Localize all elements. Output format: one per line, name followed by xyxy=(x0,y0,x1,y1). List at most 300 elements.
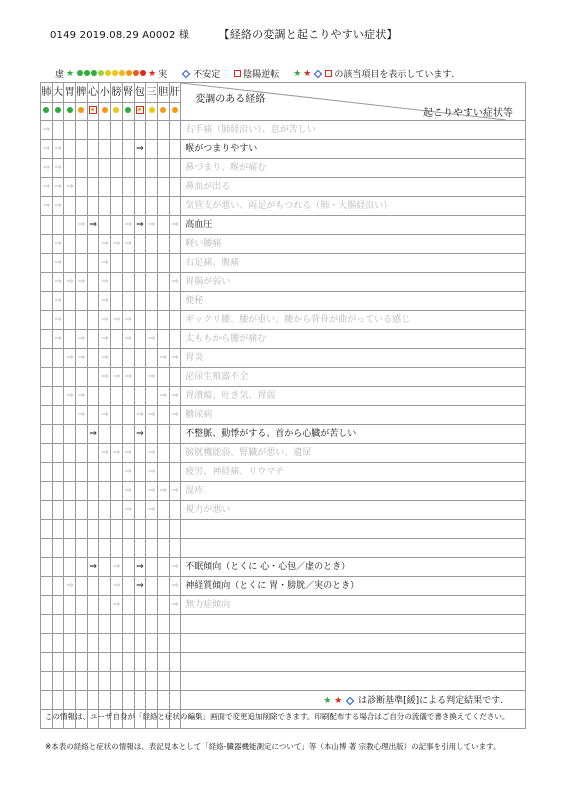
meridian-arrow-cell xyxy=(111,140,123,159)
arrow-icon: ⇒ xyxy=(42,181,51,192)
meridian-arrow-cell xyxy=(122,349,134,368)
meridian-arrow-cell xyxy=(76,330,88,349)
green-star-icon: ★ xyxy=(323,696,332,706)
meridian-arrow-cell xyxy=(64,178,76,197)
meridian-arrow-cell xyxy=(87,634,99,653)
arrow-icon: ⇒ xyxy=(65,276,74,287)
meridian-mark-cell xyxy=(146,103,158,121)
meridian-arrow-cell xyxy=(76,501,88,520)
meridian-arrow-cell xyxy=(87,254,99,273)
meridian-arrow-cell xyxy=(76,463,88,482)
meridian-label: 胃 xyxy=(64,83,76,103)
meridian-arrow-cell xyxy=(41,691,53,710)
meridian-arrow-cell xyxy=(111,330,123,349)
arrow-icon: ⇒ xyxy=(101,314,109,325)
meridian-arrow-cell xyxy=(122,672,134,691)
meridian-arrow-cell xyxy=(99,197,111,216)
meridian-arrow-cell xyxy=(146,406,158,425)
meridian-arrow-cell xyxy=(41,444,53,463)
meridian-arrow-cell xyxy=(157,653,169,672)
meridian-arrow-cell xyxy=(111,178,123,197)
arrow-icon: ⇒ xyxy=(159,390,167,401)
meridian-arrow-cell xyxy=(76,121,88,140)
meridian-arrow-cell xyxy=(111,121,123,140)
meridian-arrow-cell xyxy=(41,368,53,387)
meridian-arrow-cell xyxy=(52,178,64,197)
symptom-row xyxy=(41,653,526,672)
meridian-arrow-cell xyxy=(76,311,88,330)
meridian-arrow-cell xyxy=(169,273,181,292)
level-dot-icon xyxy=(172,107,178,113)
meridian-arrow-cell xyxy=(76,349,88,368)
meridian-arrow-cell xyxy=(169,368,181,387)
meridian-arrow-cell xyxy=(111,273,123,292)
meridian-arrow-cell xyxy=(157,634,169,653)
symptom-row xyxy=(41,672,526,691)
arrow-icon: ⇒ xyxy=(77,276,86,287)
meridian-arrow-cell xyxy=(146,216,158,235)
red-star-icon: ★ xyxy=(148,68,157,79)
meridian-arrow-cell xyxy=(87,539,99,558)
meridian-arrow-cell xyxy=(122,425,134,444)
symptom-text: 不眠傾向（とくに 心・心包／虚のとき） xyxy=(181,558,526,577)
meridian-arrow-cell xyxy=(169,330,181,349)
footer-criteria-text: は診断基準[緩]による判定結果です. xyxy=(358,696,503,706)
meridian-arrow-cell xyxy=(64,539,76,558)
meridian-arrow-cell xyxy=(134,349,146,368)
meridian-arrow-cell xyxy=(52,501,64,520)
arrow-icon: ⇒ xyxy=(159,485,167,496)
meridian-arrow-cell xyxy=(76,558,88,577)
meridian-arrow-cell xyxy=(169,254,181,273)
meridian-arrow-cell xyxy=(64,140,76,159)
meridian-arrow-cell xyxy=(87,121,99,140)
meridian-arrow-cell xyxy=(122,520,134,539)
meridian-arrow-cell xyxy=(169,482,181,501)
meridian-arrow-cell xyxy=(122,615,134,634)
symptom-text: 鼻づまり、喉が痛む xyxy=(181,159,526,178)
meridian-arrow-cell xyxy=(87,596,99,615)
meridian-arrow-cell xyxy=(87,235,99,254)
meridian-arrow-cell xyxy=(64,330,76,349)
symptom-text xyxy=(181,634,526,653)
meridian-arrow-cell xyxy=(157,425,169,444)
meridian-arrow-cell xyxy=(157,577,169,596)
meridian-arrow-cell xyxy=(146,254,158,273)
meridian-arrow-cell xyxy=(99,596,111,615)
meridian-arrow-cell xyxy=(169,406,181,425)
meridian-arrow-cell xyxy=(157,178,169,197)
meridian-arrow-cell xyxy=(99,387,111,406)
meridian-arrow-cell xyxy=(111,539,123,558)
meridian-arrow-cell xyxy=(134,501,146,520)
symptom-text: ギックリ腰、腰が重い、腰から背骨が曲がっている感じ xyxy=(181,311,526,330)
meridian-arrow-cell xyxy=(134,615,146,634)
meridian-arrow-cell xyxy=(52,577,64,596)
arrow-icon: ⇒ xyxy=(89,561,97,572)
level-dot-icon xyxy=(67,107,73,113)
meridian-arrow-cell xyxy=(146,653,158,672)
meridian-arrow-cell xyxy=(111,368,123,387)
meridian-arrow-cell xyxy=(41,349,53,368)
meridian-arrow-cell xyxy=(169,501,181,520)
meridian-arrow-cell xyxy=(169,577,181,596)
meridian-arrow-cell xyxy=(169,615,181,634)
meridian-arrow-cell xyxy=(111,634,123,653)
meridian-arrow-cell xyxy=(99,444,111,463)
meridian-arrow-cell xyxy=(52,634,64,653)
page-title: 【経絡の変調と起こりやすい症状】 xyxy=(218,28,398,41)
arrow-icon: ⇒ xyxy=(171,485,179,496)
arrow-icon: ⇒ xyxy=(54,333,62,344)
meridian-arrow-cell xyxy=(111,653,123,672)
meridian-arrow-cell xyxy=(122,159,134,178)
meridian-arrow-cell xyxy=(99,634,111,653)
arrow-icon: ⇒ xyxy=(101,295,109,306)
meridian-arrow-cell xyxy=(111,691,123,710)
meridian-arrow-cell xyxy=(64,387,76,406)
green-dot-icon xyxy=(77,70,83,76)
meridian-arrow-cell xyxy=(87,615,99,634)
level-dot-icon xyxy=(55,107,61,113)
arrow-icon: ⇒ xyxy=(65,580,74,591)
arrow-icon: ⇒ xyxy=(171,390,179,401)
meridian-arrow-cell xyxy=(169,235,181,254)
meridian-arrow-cell xyxy=(87,653,99,672)
symptom-text: 右足痛、腹痛 xyxy=(181,254,526,273)
meridian-arrow-cell xyxy=(41,216,53,235)
symptom-row xyxy=(41,596,526,615)
meridian-arrow-cell xyxy=(169,387,181,406)
meridian-arrow-cell xyxy=(134,520,146,539)
meridian-arrow-cell xyxy=(76,691,88,710)
meridian-arrow-cell xyxy=(99,349,111,368)
meridian-arrow-cell xyxy=(157,520,169,539)
meridian-arrow-cell xyxy=(146,425,158,444)
arrow-icon: ⇒ xyxy=(112,238,121,249)
meridian-arrow-cell xyxy=(76,482,88,501)
arrow-icon: ⇒ xyxy=(171,561,179,572)
level-dot-icon xyxy=(160,107,166,113)
meridian-arrow-cell xyxy=(52,140,64,159)
arrow-icon: ⇒ xyxy=(136,219,144,230)
meridian-arrow-cell xyxy=(122,292,134,311)
arrow-icon: ⇒ xyxy=(101,352,109,363)
symptom-row xyxy=(41,539,526,558)
symptom-text: 視力が悪い xyxy=(181,501,526,520)
meridian-arrow-cell xyxy=(99,216,111,235)
meridian-arrow-cell xyxy=(52,539,64,558)
meridian-arrow-cell xyxy=(41,501,53,520)
meridian-arrow-cell xyxy=(134,577,146,596)
meridian-arrow-cell xyxy=(41,311,53,330)
symptom-text: 泌尿生殖器不全 xyxy=(181,368,526,387)
symptom-row xyxy=(41,273,526,292)
red-dot-icon xyxy=(140,70,146,76)
meridian-arrow-cell xyxy=(64,577,76,596)
arrow-icon: ⇒ xyxy=(54,238,62,249)
meridian-arrow-cell xyxy=(41,406,53,425)
meridian-arrow-cell xyxy=(41,482,53,501)
meridian-arrow-cell xyxy=(157,140,169,159)
meridian-label: 小 xyxy=(99,83,111,103)
meridian-arrow-cell xyxy=(99,463,111,482)
meridian-arrow-cell xyxy=(157,368,169,387)
symptom-text xyxy=(181,615,526,634)
meridian-arrow-cell xyxy=(52,235,64,254)
meridian-arrow-cell xyxy=(64,615,76,634)
meridian-arrow-cell xyxy=(134,159,146,178)
meridian-arrow-cell xyxy=(111,311,123,330)
meridian-arrow-cell xyxy=(122,273,134,292)
arrow-icon: ⇒ xyxy=(147,466,156,477)
meridian-arrow-cell xyxy=(134,558,146,577)
meridian-mark-cell xyxy=(157,103,169,121)
meridian-arrow-cell xyxy=(87,349,99,368)
meridian-arrow-cell xyxy=(64,292,76,311)
meridian-arrow-cell xyxy=(122,577,134,596)
meridian-arrow-cell xyxy=(157,159,169,178)
level-dot-icon xyxy=(113,107,119,113)
arrow-icon: ⇒ xyxy=(42,143,51,154)
meridian-arrow-cell xyxy=(52,349,64,368)
meridian-arrow-cell xyxy=(99,330,111,349)
level-dot-icon xyxy=(78,107,84,113)
meridian-arrow-cell xyxy=(64,216,76,235)
arrow-icon: ⇒ xyxy=(136,580,144,591)
meridian-arrow-cell xyxy=(99,406,111,425)
arrow-icon: ⇒ xyxy=(54,162,62,173)
meridian-arrow-cell xyxy=(87,406,99,425)
legend-kyo-label: 虚 xyxy=(55,70,65,80)
meridian-label: 肺 xyxy=(41,83,53,103)
reverse-square-icon xyxy=(136,106,144,114)
meridian-arrow-cell xyxy=(122,558,134,577)
arrow-icon: ⇒ xyxy=(124,219,132,230)
meridian-arrow-cell xyxy=(76,254,88,273)
meridian-mark-cell xyxy=(134,103,146,121)
meridian-arrow-cell xyxy=(87,330,99,349)
meridian-label: 胆 xyxy=(157,83,169,103)
meridian-arrow-cell xyxy=(169,292,181,311)
meridian-arrow-cell xyxy=(146,444,158,463)
red-star-icon: ★ xyxy=(303,68,312,79)
meridian-arrow-cell xyxy=(52,197,64,216)
page-header xyxy=(50,26,398,42)
arrow-icon: ⇒ xyxy=(54,181,62,192)
legend-unstable-label: 不安定 xyxy=(193,70,221,80)
red-square-icon xyxy=(234,70,241,77)
meridian-arrow-cell xyxy=(64,235,76,254)
arrow-icon: ⇒ xyxy=(171,276,179,287)
arrow-icon: ⇒ xyxy=(112,371,121,382)
meridian-arrow-cell xyxy=(169,653,181,672)
arrow-icon: ⇒ xyxy=(159,352,167,363)
meridian-arrow-cell xyxy=(146,482,158,501)
meridian-arrow-cell xyxy=(134,178,146,197)
symptom-row xyxy=(41,349,526,368)
meridian-arrow-cell xyxy=(157,482,169,501)
footer-note-source: ※本表の経絡と症状の情報は、表記見本として「経絡-臓器機能測定について」等（本山博 著 宗教心理出版）の記事を引用しています。 xyxy=(45,742,501,751)
arrow-icon: ⇒ xyxy=(124,333,132,344)
meridian-arrow-cell xyxy=(134,691,146,710)
footer-note-edit: この情報は、ユーザ自身が「経絡と症状の編集」画面で変更追加削除できます。印刷配布する場合はご自分の流儀で書き換えてください。 xyxy=(45,712,510,721)
arrow-icon: ⇒ xyxy=(124,504,132,515)
meridian-arrow-cell xyxy=(157,197,169,216)
meridian-arrow-cell xyxy=(122,463,134,482)
meridian-mark-cell xyxy=(99,103,111,121)
meridian-arrow-cell xyxy=(76,368,88,387)
green-star-icon: ★ xyxy=(66,68,75,79)
meridian-arrow-cell xyxy=(76,406,88,425)
meridian-arrow-cell xyxy=(52,216,64,235)
arrow-icon: ⇒ xyxy=(136,561,144,572)
meridian-arrow-cell xyxy=(87,482,99,501)
symptom-text: 鼻血が出る xyxy=(181,178,526,197)
meridian-arrow-cell xyxy=(52,387,64,406)
symptom-text: 太ももから腰が痛む xyxy=(181,330,526,349)
meridian-mark-cell xyxy=(111,103,123,121)
meridian-arrow-cell xyxy=(134,368,146,387)
symptom-text xyxy=(181,539,526,558)
meridian-arrow-cell xyxy=(134,444,146,463)
symptom-text: 喉がつまりやすい xyxy=(181,140,526,159)
meridian-arrow-cell xyxy=(122,121,134,140)
symptom-row xyxy=(41,615,526,634)
meridian-arrow-cell xyxy=(76,216,88,235)
meridian-arrow-cell xyxy=(41,273,53,292)
meridian-arrow-cell xyxy=(52,368,64,387)
meridian-arrow-cell xyxy=(52,311,64,330)
meridian-arrow-cell xyxy=(157,387,169,406)
meridian-arrow-cell xyxy=(99,292,111,311)
arrow-icon: ⇒ xyxy=(42,200,51,211)
meridian-arrow-cell xyxy=(41,558,53,577)
symptom-row xyxy=(41,159,526,178)
arrow-icon: ⇒ xyxy=(89,219,97,230)
arrow-icon: ⇒ xyxy=(77,219,86,230)
meridian-arrow-cell xyxy=(41,330,53,349)
meridian-arrow-cell xyxy=(41,292,53,311)
meridian-arrow-cell xyxy=(76,292,88,311)
arrow-icon: ⇒ xyxy=(54,295,62,306)
meridian-arrow-cell xyxy=(146,330,158,349)
meridian-arrow-cell xyxy=(111,501,123,520)
meridian-arrow-cell xyxy=(134,292,146,311)
meridian-arrow-cell xyxy=(64,463,76,482)
meridian-arrow-cell xyxy=(87,425,99,444)
meridian-arrow-cell xyxy=(146,178,158,197)
meridian-arrow-cell xyxy=(52,520,64,539)
meridian-label: 膀 xyxy=(111,83,123,103)
meridian-arrow-cell xyxy=(41,425,53,444)
meridian-arrow-cell xyxy=(99,501,111,520)
meridian-arrow-cell xyxy=(99,235,111,254)
symptom-text xyxy=(181,653,526,672)
meridian-arrow-cell xyxy=(87,577,99,596)
meridian-arrow-cell xyxy=(52,292,64,311)
arrow-icon: ⇒ xyxy=(89,428,97,439)
meridian-arrow-cell xyxy=(99,273,111,292)
yellow-dot-icon xyxy=(105,70,111,76)
legend-jitsu-label: 実 xyxy=(158,70,168,80)
meridian-arrow-cell xyxy=(157,216,169,235)
symptom-text: 胃炎 xyxy=(181,349,526,368)
meridian-arrow-cell xyxy=(41,140,53,159)
meridian-arrow-cell xyxy=(87,558,99,577)
meridian-arrow-cell xyxy=(41,653,53,672)
meridian-arrow-cell xyxy=(64,121,76,140)
meridian-arrow-cell xyxy=(134,406,146,425)
arrow-icon: ⇒ xyxy=(124,447,132,458)
meridian-arrow-cell xyxy=(157,406,169,425)
symptom-row xyxy=(41,558,526,577)
level-dot-icon xyxy=(43,107,49,113)
arrow-icon: ⇒ xyxy=(171,409,179,420)
meridian-arrow-cell xyxy=(157,311,169,330)
meridian-arrow-cell xyxy=(157,444,169,463)
meridian-arrow-cell xyxy=(134,216,146,235)
symptom-row xyxy=(41,178,526,197)
meridian-arrow-cell xyxy=(99,368,111,387)
meridian-arrow-cell xyxy=(76,159,88,178)
meridian-mark-cell xyxy=(64,103,76,121)
meridian-arrow-cell xyxy=(134,254,146,273)
arrow-icon: ⇒ xyxy=(42,162,51,173)
meridian-arrow-cell xyxy=(64,197,76,216)
meridian-arrow-cell xyxy=(146,558,158,577)
legend xyxy=(55,67,454,80)
meridian-arrow-cell xyxy=(99,254,111,273)
meridian-arrow-cell xyxy=(52,463,64,482)
meridian-arrow-cell xyxy=(122,330,134,349)
meridian-arrow-cell xyxy=(52,330,64,349)
meridian-arrow-cell xyxy=(146,235,158,254)
meridian-arrow-cell xyxy=(52,482,64,501)
arrow-icon: ⇒ xyxy=(147,409,156,420)
meridian-arrow-cell xyxy=(111,615,123,634)
orange-dot-icon xyxy=(133,70,139,76)
meridian-arrow-cell xyxy=(64,482,76,501)
meridian-arrow-cell xyxy=(146,501,158,520)
meridian-arrow-cell xyxy=(169,463,181,482)
meridian-arrow-cell xyxy=(169,596,181,615)
meridian-arrow-cell xyxy=(64,558,76,577)
symptom-text: 便秘 xyxy=(181,292,526,311)
arrow-icon: ⇒ xyxy=(54,276,62,287)
meridian-label: 肝 xyxy=(169,83,181,103)
meridian-arrow-cell xyxy=(41,197,53,216)
symptom-row xyxy=(41,406,526,425)
blue-diamond-icon xyxy=(346,696,354,704)
meridian-arrow-cell xyxy=(52,691,64,710)
meridian-arrow-cell xyxy=(52,558,64,577)
meridian-arrow-cell xyxy=(41,577,53,596)
meridian-arrow-cell xyxy=(76,140,88,159)
symptom-text: 湿疹 xyxy=(181,482,526,501)
meridian-arrow-cell xyxy=(146,273,158,292)
symptom-row xyxy=(41,634,526,653)
symptom-text: 胃潰瘍、吐き気、胃弱 xyxy=(181,387,526,406)
arrow-icon: ⇒ xyxy=(54,314,62,325)
meridian-arrow-cell xyxy=(122,216,134,235)
meridian-arrow-cell xyxy=(146,672,158,691)
meridian-arrow-cell xyxy=(157,463,169,482)
arrow-icon: ⇒ xyxy=(77,333,86,344)
meridian-arrow-cell xyxy=(76,653,88,672)
meridian-label: 包 xyxy=(134,83,146,103)
arrow-icon: ⇒ xyxy=(136,428,144,439)
